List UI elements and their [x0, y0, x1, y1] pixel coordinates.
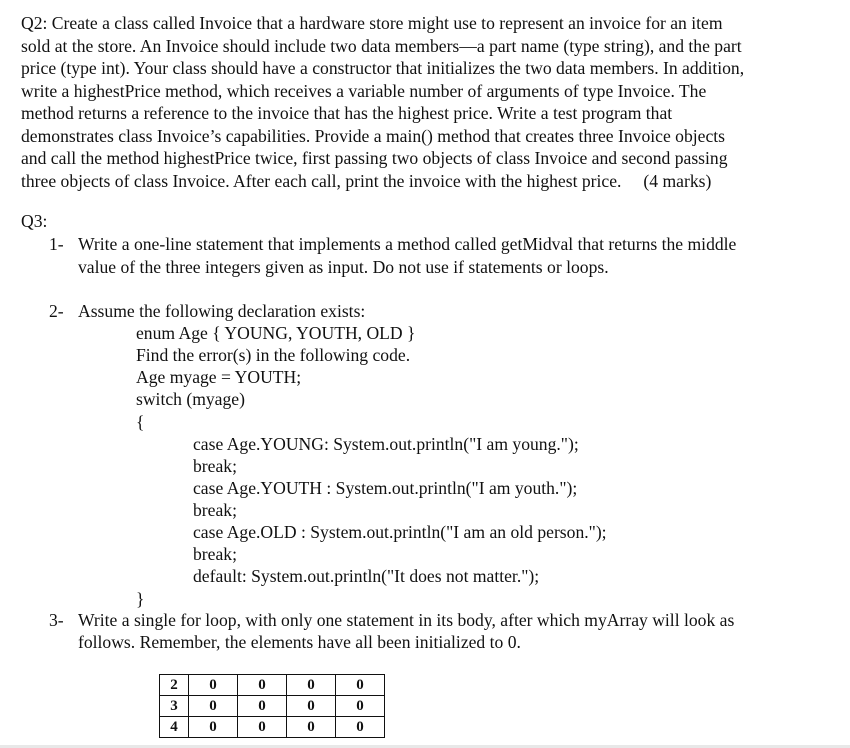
q2-marks: (4 marks): [643, 170, 712, 191]
item-number: 1-: [49, 234, 64, 254]
code-line: break;: [193, 456, 237, 476]
q3-item-1: [49, 233, 736, 256]
q3-item-3: [49, 609, 734, 632]
table-row: [160, 675, 385, 696]
table-cell: 2: [160, 675, 189, 696]
question-2: [21, 12, 836, 192]
table-cell: 0: [287, 717, 336, 738]
table-cell: 0: [336, 717, 385, 738]
table-cell: 0: [189, 696, 238, 717]
table-cell: 0: [238, 675, 287, 696]
q3-item-2: [49, 300, 365, 323]
code-line: break;: [193, 544, 237, 564]
q2-line: and call the method highestPrice twice, first passing two objects of class Invoice and second passing: [21, 148, 728, 168]
table-cell: 0: [287, 675, 336, 696]
code-line: case Age.OLD : System.out.println("I am an old person.");: [193, 522, 607, 542]
table-cell: 0: [336, 675, 385, 696]
item-number: 3-: [49, 610, 64, 630]
table-cell: 3: [160, 696, 189, 717]
table-cell: 0: [189, 675, 238, 696]
table-cell: 0: [189, 717, 238, 738]
table-row: [160, 696, 385, 717]
table-cell: 0: [287, 696, 336, 717]
item-number: 2-: [49, 301, 64, 321]
item-text: Write a single for loop, with only one statement in its body, after which myArray will look as: [78, 610, 735, 630]
item-text: Assume the following declaration exists:: [78, 301, 366, 321]
code-line: switch (myage): [136, 389, 245, 409]
item-text-continued: value of the three integers given as input. Do not use if statements or loops.: [78, 257, 609, 277]
item-text: Write a one-line statement that implements a method called getMidval that returns the middle: [78, 234, 737, 254]
q2-line: price (type int). Your class should have a constructor that initializes the two data members. In addition,: [21, 58, 745, 78]
item-text-continued: follows. Remember, the elements have all been initialized to 0.: [78, 632, 521, 652]
code-line: default: System.out.println("It does not matter.");: [193, 566, 540, 586]
q2-line: write a highestPrice method, which receives a variable number of arguments of type Invoice. The: [21, 80, 707, 101]
q2-last-line: [21, 170, 836, 193]
code-line: case Age.YOUNG: System.out.println("I am young.");: [193, 434, 579, 454]
code-line: Find the error(s) in the following code.: [136, 345, 411, 365]
q2-line: three objects of class Invoice. After each call, print the invoice with the highest price.: [21, 170, 622, 191]
table-cell: 0: [238, 717, 287, 738]
table-row: [160, 717, 385, 738]
my-array-table: [159, 674, 385, 738]
table-cell: 0: [238, 696, 287, 717]
q2-line: demonstrates class Invoice’s capabilities. Provide a main() method that creates three Invoice objects: [21, 125, 725, 146]
q2-line: sold at the store. An Invoice should include two data members—a part name (type string), and the part: [21, 35, 742, 56]
code-line: Age myage = YOUTH;: [136, 367, 302, 387]
code-line: enum Age { YOUNG, YOUTH, OLD }: [136, 323, 416, 343]
code-open-brace: {: [136, 412, 145, 432]
table-cell: 0: [336, 696, 385, 717]
q3-title: Q3:: [21, 211, 48, 231]
q2-line: method returns a reference to the invoice that has the highest price. Write a test program that: [21, 103, 673, 123]
code-line: case Age.YOUTH : System.out.println("I am youth.");: [193, 478, 578, 498]
code-close-brace: }: [136, 589, 145, 609]
code-line: break;: [193, 500, 237, 520]
q2-line: Q2: Create a class called Invoice that a hardware store might use to represent an invoice for an item: [21, 13, 723, 33]
table-cell: 4: [160, 717, 189, 738]
